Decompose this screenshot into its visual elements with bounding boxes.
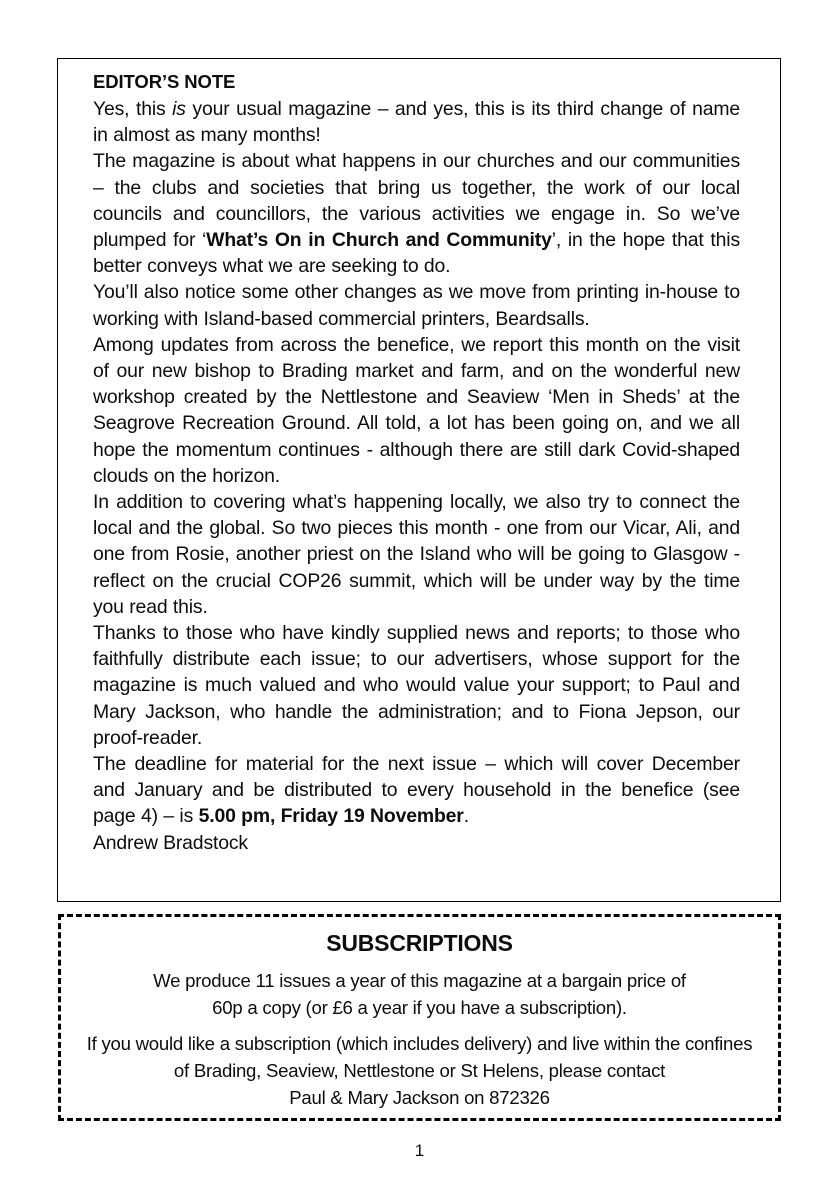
paragraph-text: In addition to covering what’s happening locally, we also try to connect the local and the global. So two pieces this month - one from our Vicar, Ali, and one from Rosie, another priest on the Island who will be going to Glasgow - reflect on the crucial COP26 summit, which will be under way by the time you read this. bbox=[93, 491, 740, 618]
subscriptions-panel bbox=[58, 914, 781, 1121]
paragraph-text: Yes, this bbox=[93, 98, 173, 120]
subscriptions-line: Paul & Mary Jackson on 872326 bbox=[289, 1087, 550, 1108]
subscriptions-line: of Brading, Seaview, Nettlestone or St Helens, please contact bbox=[173, 1060, 666, 1081]
page-number: 1 bbox=[414, 1141, 425, 1160]
editors-note-paragraph bbox=[93, 751, 740, 830]
editors-note-paragraph bbox=[93, 332, 740, 489]
subscriptions-contact-lines bbox=[67, 1030, 772, 1111]
editors-note-panel bbox=[57, 58, 781, 902]
subscriptions-price-lines bbox=[67, 967, 772, 1021]
subscriptions-line: If you would like a subscription (which includes delivery) and live within the confines bbox=[86, 1033, 753, 1054]
editors-note-signature: Andrew Bradstock bbox=[93, 831, 248, 854]
paragraph-text: ’, in the hope that this better conveys what we are seeking to do. bbox=[93, 229, 740, 278]
subscriptions-line: 60p a copy (or £6 a year if you have a subscription). bbox=[212, 997, 627, 1018]
paragraph-text: You’ll also notice some other changes as we move from printing in-house to working with Island-based commercial printers, Beardsalls. bbox=[93, 281, 740, 330]
paragraph-text: The magazine is about what happens in our churches and our communities – the clubs and societies that bring us together, the work of our local councils and councillors, the various activities we engage in. So we’ve plumped for ‘ bbox=[93, 150, 740, 252]
editors-note-body bbox=[58, 59, 780, 856]
subscriptions-spacer bbox=[67, 1021, 772, 1030]
editors-note-paragraph bbox=[93, 489, 740, 620]
paragraph-text: Among updates from across the benefice, we report this month on the visit of our new bishop to Brading market and farm, and on the wonderful new workshop created by the Nettlestone and Seaview ‘Men in Sheds’ at the Seagrove Recreation Ground. All told, a lot has been going on, and we all hope the momentum continues - although there are still dark Covid-shaped clouds on the horizon. bbox=[93, 333, 740, 487]
emphasis-text: is bbox=[172, 98, 186, 120]
subscriptions-body bbox=[61, 917, 778, 1111]
editors-note-heading: EDITOR’S NOTE bbox=[93, 71, 236, 92]
paragraph-text: The deadline for material for the next issue – which will cover December and January and be distributed to every household in the benefice (see page 4) – is bbox=[93, 753, 740, 828]
editors-note-paragraph bbox=[93, 279, 740, 331]
strong-text: What’s On in Church and Community bbox=[206, 229, 552, 252]
paragraph-text: Thanks to those who have kindly supplied news and reports; to those who faithfully distribute each issue; to our advertisers, whose support for the magazine is much valued and who would value your support; to Paul and Mary Jackson, who handle the administration; and to Fiona Jepson, our proof-reader. bbox=[93, 622, 740, 749]
subscriptions-heading: SUBSCRIPTIONS bbox=[326, 930, 513, 956]
subscriptions-line: We produce 11 issues a year of this magazine at a bargain price of bbox=[153, 970, 686, 991]
editors-note-paragraph-list bbox=[93, 96, 740, 830]
paragraph-text: . bbox=[463, 805, 469, 828]
paragraph-text: your usual magazine – and yes, this is its third change of name in almost as many months! bbox=[93, 98, 740, 147]
editors-note-paragraph bbox=[93, 620, 740, 751]
editors-note-paragraph bbox=[93, 148, 740, 279]
strong-text: 5.00 pm, Friday 19 November bbox=[198, 805, 464, 828]
editors-note-paragraph bbox=[93, 96, 740, 148]
